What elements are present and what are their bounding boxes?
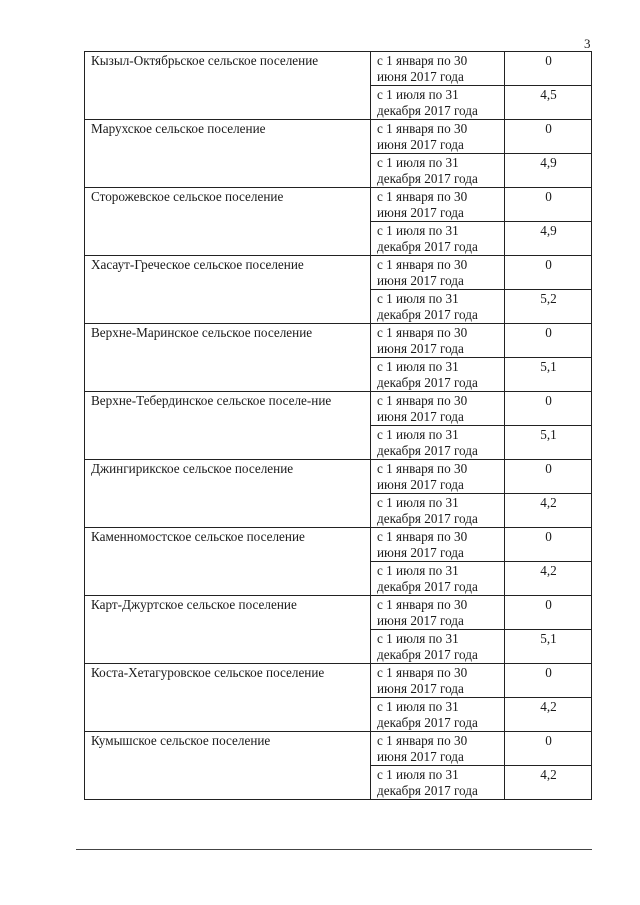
rate-value-cell: 4,2 — [505, 494, 592, 528]
table-row — [85, 392, 592, 426]
rate-value-cell: 4,9 — [505, 154, 592, 188]
page-bottom-rule — [76, 849, 592, 850]
settlement-name-cell: Джингирикское сельское поселение — [85, 460, 371, 528]
table-row — [85, 188, 592, 222]
table-row — [85, 596, 592, 630]
tax-rate-table — [84, 51, 592, 800]
rate-value-cell: 0 — [505, 596, 592, 630]
settlement-name-cell: Хасаут-Греческое сельское поселение — [85, 256, 371, 324]
settlement-name-cell: Верхне-Тебердинское сельское поселе-ние — [85, 392, 371, 460]
table-row — [85, 732, 592, 766]
rate-value-cell: 5,1 — [505, 426, 592, 460]
period-cell: с 1 июля по 31 декабря 2017 года — [371, 698, 505, 732]
table-row — [85, 52, 592, 86]
period-cell: с 1 января по 30 июня 2017 года — [371, 188, 505, 222]
rate-value-cell: 4,5 — [505, 86, 592, 120]
rate-value-cell: 0 — [505, 460, 592, 494]
period-cell: с 1 июля по 31 декабря 2017 года — [371, 766, 505, 800]
rate-value-cell: 0 — [505, 324, 592, 358]
settlement-name-cell: Карт-Джуртское сельское поселение — [85, 596, 371, 664]
settlement-name-cell: Сторожевское сельское поселение — [85, 188, 371, 256]
rate-value-cell: 0 — [505, 188, 592, 222]
rate-value-cell: 0 — [505, 392, 592, 426]
rate-value-cell: 0 — [505, 528, 592, 562]
tax-rate-table-body — [85, 52, 592, 800]
rate-value-cell: 4,2 — [505, 766, 592, 800]
period-cell: с 1 января по 30 июня 2017 года — [371, 664, 505, 698]
rate-value-cell: 0 — [505, 52, 592, 86]
rate-value-cell: 0 — [505, 256, 592, 290]
table-row — [85, 256, 592, 290]
period-cell: с 1 января по 30 июня 2017 года — [371, 528, 505, 562]
table-row — [85, 120, 592, 154]
rate-value-cell: 0 — [505, 664, 592, 698]
settlement-name-cell: Верхне-Маринское сельское поселение — [85, 324, 371, 392]
period-cell: с 1 января по 30 июня 2017 года — [371, 392, 505, 426]
rate-value-cell: 5,1 — [505, 630, 592, 664]
rate-value-cell: 0 — [505, 120, 592, 154]
period-cell: с 1 июля по 31 декабря 2017 года — [371, 494, 505, 528]
rate-value-cell: 4,9 — [505, 222, 592, 256]
period-cell: с 1 июля по 31 декабря 2017 года — [371, 426, 505, 460]
table-row — [85, 324, 592, 358]
period-cell: с 1 июля по 31 декабря 2017 года — [371, 358, 505, 392]
period-cell: с 1 июля по 31 декабря 2017 года — [371, 222, 505, 256]
settlement-name-cell: Кумышское сельское поселение — [85, 732, 371, 800]
period-cell: с 1 января по 30 июня 2017 года — [371, 324, 505, 358]
period-cell: с 1 июля по 31 декабря 2017 года — [371, 154, 505, 188]
table-row — [85, 664, 592, 698]
settlement-name-cell: Каменномостское сельское поселение — [85, 528, 371, 596]
period-cell: с 1 января по 30 июня 2017 года — [371, 52, 505, 86]
rate-value-cell: 4,2 — [505, 698, 592, 732]
rate-value-cell: 5,2 — [505, 290, 592, 324]
period-cell: с 1 января по 30 июня 2017 года — [371, 732, 505, 766]
page-number: 3 — [584, 36, 591, 51]
period-cell: с 1 января по 30 июня 2017 года — [371, 256, 505, 290]
period-cell: с 1 июля по 31 декабря 2017 года — [371, 630, 505, 664]
settlement-name-cell: Марухское сельское поселение — [85, 120, 371, 188]
period-cell: с 1 июля по 31 декабря 2017 года — [371, 290, 505, 324]
settlement-name-cell: Коста-Хетагуровское сельское поселение — [85, 664, 371, 732]
rate-value-cell: 4,2 — [505, 562, 592, 596]
table-row — [85, 460, 592, 494]
rate-value-cell: 5,1 — [505, 358, 592, 392]
period-cell: с 1 июля по 31 декабря 2017 года — [371, 562, 505, 596]
period-cell: с 1 июля по 31 декабря 2017 года — [371, 86, 505, 120]
period-cell: с 1 января по 30 июня 2017 года — [371, 460, 505, 494]
period-cell: с 1 января по 30 июня 2017 года — [371, 596, 505, 630]
period-cell: с 1 января по 30 июня 2017 года — [371, 120, 505, 154]
rate-value-cell: 0 — [505, 732, 592, 766]
settlement-name-cell: Кызыл-Октябрьское сельское поселение — [85, 52, 371, 120]
table-row — [85, 528, 592, 562]
